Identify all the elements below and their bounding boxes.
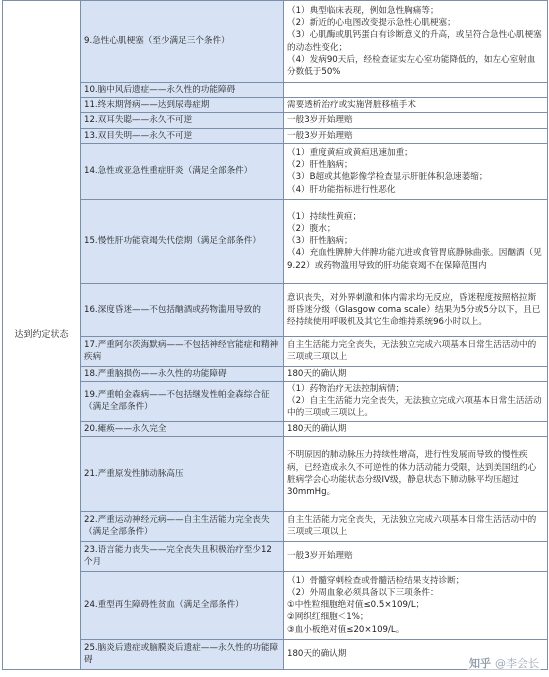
illness-criteria-cell bbox=[284, 336, 548, 366]
illness-name-cell: 14.急性或亚急性重症肝炎（满足全部条件） bbox=[81, 143, 284, 199]
illness-name-cell: 19.严重帕金森病——不包括继发性帕金森综合征（满足全部条件） bbox=[81, 382, 284, 422]
table-row bbox=[3, 639, 548, 669]
illness-name-cell: 22.严重运动神经元病——自主生活能力完全丧失（满足全部条件） bbox=[81, 511, 284, 541]
illness-name-cell: 11.终末期肾病——达到尿毒症期 bbox=[81, 98, 284, 113]
criteria-line: 一般3岁开始理赔 bbox=[287, 115, 353, 126]
criteria-line: （1）药物治疗无法控制病情； bbox=[287, 384, 405, 395]
illness-name-cell: 21.严重原发性肺动脉高压 bbox=[81, 436, 284, 511]
illness-definition-table bbox=[2, 0, 548, 670]
table-row bbox=[3, 199, 548, 283]
criteria-line: （2）新近的心电图改变提示急性心肌梗塞； bbox=[287, 18, 456, 29]
criteria-line: （3）肝性脑病； bbox=[287, 236, 353, 247]
illness-criteria-cell bbox=[284, 98, 548, 113]
illness-criteria-cell bbox=[284, 366, 548, 381]
illness-criteria-cell bbox=[284, 541, 548, 571]
illness-criteria-cell bbox=[284, 436, 548, 511]
illness-name-cell: 18.严重脑损伤——永久性的功能障碍 bbox=[81, 366, 284, 381]
table-row bbox=[3, 143, 548, 199]
watermark-author: @李会长 bbox=[495, 657, 539, 670]
table-row bbox=[3, 98, 548, 113]
illness-name-cell: 23.语言能力丧失——完全丧失且积极治疗至少12个月 bbox=[81, 541, 284, 571]
table-row bbox=[3, 113, 548, 128]
criteria-line: （1）持续性黄疸； bbox=[287, 211, 362, 222]
criteria-line: 不明原因的肺动脉压力持续性增高，进行性发展而导致的慢性疾病，已经造成永久不可逆性的体力活动能力受限，达到美国纽约心脏病学会心功能状态分级IV级，静息状态下肺动脉平均压超过30mmHg。 bbox=[287, 450, 537, 498]
illness-criteria-cell bbox=[284, 511, 548, 541]
illness-criteria-cell bbox=[284, 113, 548, 128]
criteria-line: （3）B超或其他影像学检查显示肝脏体积急速萎缩； bbox=[287, 172, 488, 183]
criteria-line: （3）心肌酶或肌钙蛋白有诊断意义的升高，或呈符合急性心肌梗塞的动态性变化； bbox=[287, 30, 542, 53]
illness-criteria-cell bbox=[284, 143, 548, 199]
illness-criteria-cell bbox=[284, 199, 548, 283]
criteria-line: （2）腹水； bbox=[287, 224, 336, 234]
criteria-line: ③血小板绝对值≤20×109/L。 bbox=[287, 624, 405, 635]
illness-criteria-cell bbox=[284, 83, 548, 98]
criteria-line: 一般3岁开始理赔 bbox=[287, 551, 353, 562]
criteria-line: 180天的确认期 bbox=[287, 423, 347, 434]
criteria-line: ②网织红细胞＜1%； bbox=[287, 612, 369, 623]
criteria-line: 自主生活能力完全丧失，无法独立完成六项基本日常生活活动中的三项或三项以上 bbox=[287, 340, 537, 363]
table-row bbox=[3, 336, 548, 366]
table-row bbox=[3, 511, 548, 541]
table-row bbox=[3, 541, 548, 571]
criteria-line: 自主生活能力完全丧失，无法独立完成六项基本日常生活活动中的三项或三项以上 bbox=[287, 515, 537, 538]
criteria-line: ①中性粒细胞绝对值≤0.5×109/L； bbox=[287, 600, 425, 611]
illness-criteria-cell bbox=[284, 128, 548, 143]
criteria-line: （2）外周血象必须具备以下三项条件： bbox=[287, 588, 439, 599]
illness-criteria-cell bbox=[284, 283, 548, 336]
criteria-line: （1）骨髓穿刺检查或骨髓活检结果支持诊断； bbox=[287, 575, 465, 586]
table-row bbox=[3, 382, 548, 422]
criteria-line: 180天的确认期 bbox=[287, 368, 347, 379]
table-row bbox=[3, 1, 548, 83]
criteria-line: （4）充血性脾肿大伴脾功能亢进或食管胃底静脉曲张。因酗酒（见9.22）或药物滥用导致的肝功能衰竭不在保障范围内 bbox=[287, 248, 542, 271]
criteria-line: 一般3岁开始理赔 bbox=[287, 130, 353, 141]
table-row bbox=[3, 128, 548, 143]
illness-name-cell: 13.双目失明——永久不可逆 bbox=[81, 128, 284, 143]
illness-name-cell: 25.脑炎后遗症或脑膜炎后遗症——永久性的功能障碍 bbox=[81, 639, 284, 669]
criteria-line: （1）重度黄疸或黄疸迅速加重； bbox=[287, 147, 413, 158]
illness-name-cell: 16.深度昏迷——不包括酗酒或药物滥用导致的 bbox=[81, 283, 284, 336]
criteria-line: （1）典型临床表现，例如急性胸痛等； bbox=[287, 5, 439, 16]
illness-criteria-cell bbox=[284, 421, 548, 436]
zhihu-logo: 知乎 bbox=[469, 657, 491, 670]
illness-name-cell: 10.脑中风后遗症——永久性的功能障碍 bbox=[81, 83, 284, 98]
criteria-line: 意识丧失，对外界刺激和体内需求均无反应，昏迷程度按照格拉斯哥昏迷分级（Glasgow coma scale）结果为5分或5分以下，且已经持续使用呼吸机及其它生命维持系统96小时以上。 bbox=[287, 292, 541, 327]
illness-name-cell: 20.瘫痪——永久完全 bbox=[81, 421, 284, 436]
illness-criteria-cell bbox=[284, 1, 548, 83]
criteria-line: （4）肝功能指标进行性恶化 bbox=[287, 184, 396, 195]
table-row bbox=[3, 83, 548, 98]
criteria-line: 需要透析治疗或实施肾脏移植手术 bbox=[287, 100, 416, 111]
criteria-line: （2）自主生活能力完全丧失，无法独立完成六项基本日常生活活动中的三项或三项以上。 bbox=[287, 396, 542, 419]
illness-name-cell: 9.急性心肌梗塞（至少满足三个条件） bbox=[81, 1, 284, 83]
criteria-line: （2）肝性脑病； bbox=[287, 160, 353, 171]
table-row bbox=[3, 421, 548, 436]
criteria-line: （4）发病90天后，经检查证实左心室功能降低的，如左心室射血分数低于50% bbox=[287, 54, 536, 77]
illness-name-cell: 17.严重阿尔茨海默病——不包括神经官能症和精神疾病 bbox=[81, 336, 284, 366]
illness-name-cell: 15.慢性肝功能衰竭失代偿期（满足全部条件） bbox=[81, 199, 284, 283]
illness-criteria-cell bbox=[284, 571, 548, 639]
zhihu-watermark bbox=[467, 655, 541, 671]
criteria-line: 180天的确认期 bbox=[287, 649, 347, 660]
table-row bbox=[3, 571, 548, 639]
table-row bbox=[3, 283, 548, 336]
table-row bbox=[3, 366, 548, 381]
illness-name-cell: 24.重型再生障碍性贫血（满足全部条件） bbox=[81, 571, 284, 639]
illness-name-cell: 12.双耳失聪——永久不可逆 bbox=[81, 113, 284, 128]
illness-criteria-cell bbox=[284, 382, 548, 422]
table-row bbox=[3, 436, 548, 511]
status-cell: 达到约定状态 bbox=[3, 1, 81, 670]
